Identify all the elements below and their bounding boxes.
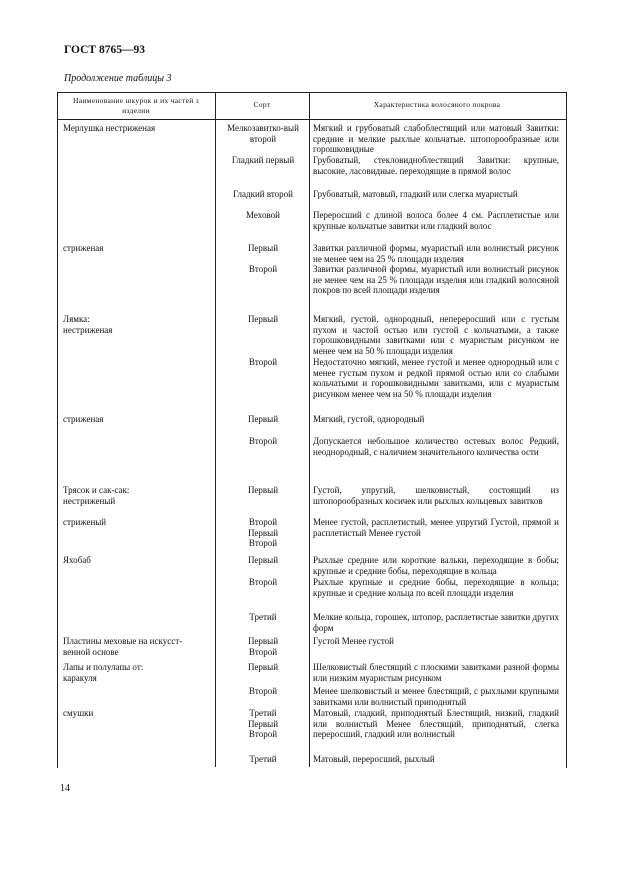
row-characteristic: Мягкий, густой, однородный, непереросший или с густым пухом и частой остью или густой с кольчатыми, а также горошковидными завитками или с муаристым рисунком не менее чем на 50 % площади изделия (313, 314, 559, 356)
row-characteristic: Шелковистый блестящий с плоскими завитками разной формы или низким муаристым рисунком (313, 662, 559, 683)
row-grade: Мелкозавитко-вый второй (227, 123, 299, 144)
row-characteristic: Мягкий и грубоватый слабоблестящий или матовый Завитки: средние и мелкие рыхлые кольчатые. штопорообразные или горошковидные (313, 123, 559, 154)
row-item-name: Пластины меховые на искусст- венной основе (63, 636, 183, 657)
column-header-name: Наименование шкурок и их частей з изделии (73, 96, 199, 115)
row-item-name: стриженая (63, 414, 104, 424)
row-characteristic: Густой Менее густой (313, 636, 394, 646)
row-characteristic: Менее шелковистый и менее блестящий, с рыхлыми крупными завитками или волнистый приподнятый (313, 686, 559, 707)
row-grade: Второй (248, 436, 278, 446)
column-divider-2 (309, 92, 310, 767)
row-grade: Первый (247, 414, 279, 424)
row-item-name: Лапы и полулапы от: каракуля (63, 662, 144, 683)
row-characteristic: Рыхлые средние или короткие вальки, переходящие в бобы; крупные и средние бобы, переходящие в кольца (313, 555, 559, 576)
row-grade: Гладкий второй (232, 189, 293, 199)
row-item-name: Яхобаб (63, 555, 91, 565)
row-grade: Третий (249, 754, 277, 764)
row-grade: Гладкий первый (231, 155, 295, 165)
row-characteristic: Допускается небольшое количество остевых волос Редкий, неоднородный, с наличием значительного количества ости (313, 436, 559, 457)
page-number: 14 (60, 783, 70, 794)
row-item-name: Трясок и сак-сак: нестриженый (63, 485, 130, 506)
row-grade: Меховой (246, 210, 280, 220)
row-grade: Первый Второй (247, 636, 279, 657)
column-header-grade: Сорт (253, 100, 271, 109)
row-characteristic: Мелкие кольца, горошек, штопор, расплетистые завитки других форм (313, 612, 559, 633)
row-grade: Первый (247, 662, 279, 672)
row-item-name: Мерлушка нестриженая (63, 123, 156, 133)
row-grade: Второй (248, 357, 278, 367)
row-item-name: стриженый (63, 517, 107, 527)
row-item-name: Лямка: нестриженая (63, 314, 113, 335)
row-characteristic: Мягкий, густой, однородный (313, 414, 425, 424)
row-grade: Третий (249, 612, 277, 622)
row-grade: Третий Первый Второй (247, 708, 279, 739)
row-characteristic: Завитки различной формы, муаристый или волнистый рисунок не менее чем на 25 % площади изделия или гладкий волосяной покров по всей площади изделия (313, 264, 559, 295)
row-characteristic: Недостаточно мягкий, менее густой и менее однородный или с менее густым пухом и редкой прямой остью или со слабыми кольчатыми и горошковидными завитками, или с муаристым рисунком менее чем на 50 % площади изделия (313, 357, 559, 399)
row-grade: Второй (248, 264, 278, 274)
row-grade: Второй Первый Второй (247, 517, 279, 548)
row-item-name: стриженая (63, 243, 104, 253)
row-characteristic: Грубоватый, матовый, гладкий или слегка муаристый (313, 189, 518, 199)
table-continuation-caption: Продолжение таблицы 3 (64, 73, 172, 84)
row-characteristic: Матовый, гладкий, приподнятый Блестящий, низкий, гладкий или волнистый Менее блестящий, приподнятый, слегка переросший, гладкий или волнистый (313, 708, 559, 739)
row-grade: Первый (247, 314, 279, 324)
row-characteristic: Завитки различной формы, муаристый или волнистый рисунок не менее чем на 25 % площади изделия (313, 243, 559, 264)
row-characteristic: Переросший с длиной волоса более 4 см. Расплетистые или крупные кольчатые завитки или гладкий волос (313, 210, 559, 231)
column-divider-1 (215, 92, 216, 767)
row-characteristic: Менее густой, расплетистый, менее упругий Густой, прямой и расплетистый Менее густой (313, 517, 559, 538)
row-grade: Первый (247, 485, 279, 495)
table-header-divider (57, 119, 566, 120)
row-grade: Второй (248, 686, 278, 696)
row-characteristic: Матовый, переросший, рыхлый (313, 754, 435, 764)
row-characteristic: Рыхлые крупные и средние бобы, переходящие в кольца; крупные и средние кольца по всей площади изделия (313, 577, 559, 598)
row-grade: Первый (247, 243, 279, 253)
row-characteristic: Густой, упругий, шелковистый, состоящий из штопорообразных косичек или рыхлых кольцевых завитков (313, 485, 559, 506)
document-id: ГОСТ 8765—93 (64, 44, 145, 56)
row-grade: Первый (247, 555, 279, 565)
row-grade: Второй (248, 577, 278, 587)
row-characteristic: Грубоватый, стекловидноблестящий Завитки: крупные, высокие, ласовидные. переходящие в прямой волос (313, 155, 559, 176)
column-header-characteristic: Характеристика волосяного покрова (373, 100, 501, 109)
row-item-name: смушки (63, 708, 94, 718)
